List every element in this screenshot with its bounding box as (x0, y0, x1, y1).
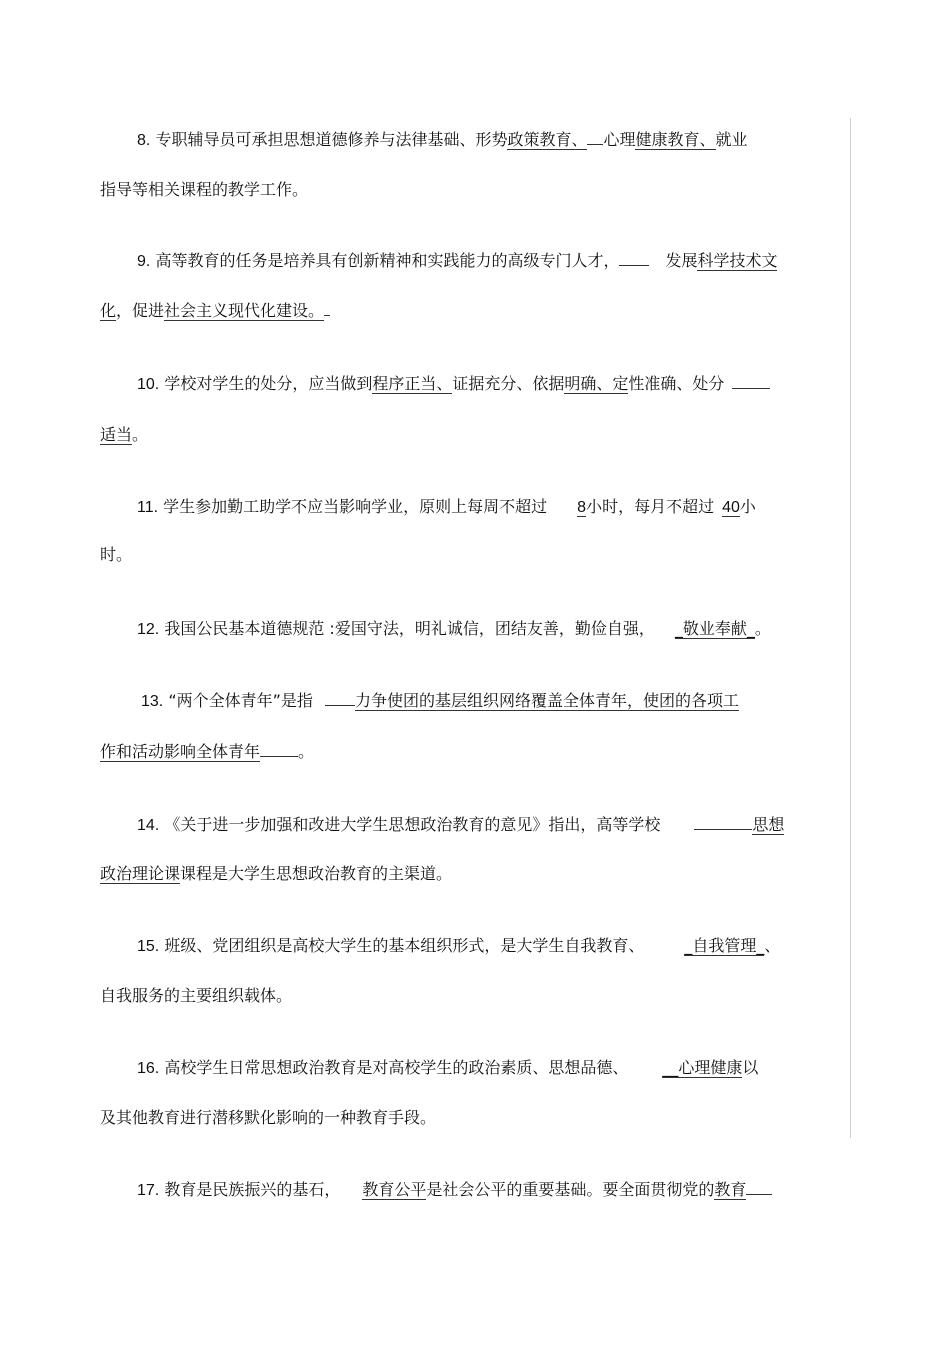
item-13-line-1 (141, 690, 739, 713)
item-text: 指导等相关课程的教学工作。 (100, 180, 309, 199)
item-8-line-1 (137, 129, 748, 152)
answer-text: 程序正当、 (372, 374, 453, 393)
item-text: “两个全体青年”是指 (168, 691, 313, 710)
answer-text: 社会主义现代化建设。 (164, 301, 325, 320)
item-13-line-2 (100, 741, 314, 763)
item-15-line-1 (137, 935, 780, 958)
item-text: 小 (739, 497, 756, 516)
item-text: 证据充分、依据 (452, 374, 565, 393)
item-11-line-2 (100, 544, 132, 566)
answer-text: 适当 (100, 425, 133, 444)
item-text: 教育是民族振兴的基石， (164, 1180, 341, 1199)
item-text: 性准确、处分 (628, 374, 725, 393)
answer-text: 政治理论课 (100, 864, 181, 883)
item-8-line-2 (100, 179, 308, 201)
item-text: 发展 (665, 251, 698, 270)
item-number: 8. (137, 132, 151, 149)
item-number: 11. (137, 499, 159, 516)
answer-text: 教育 (714, 1180, 747, 1199)
answer-text: 40 (722, 499, 740, 516)
answer-text: 作和活动影响全体青年 (100, 742, 261, 761)
item-10-line-2 (100, 424, 148, 446)
item-text: 是社会公平的重要基础。要全面贯彻党的 (426, 1180, 715, 1199)
item-number: 17. (137, 1182, 160, 1199)
answer-text: 思想 (752, 815, 785, 834)
answer-text: 8 (577, 499, 587, 516)
item-text: 我国公民基本道德规范 :爱国守法，明礼诚信，团结友善，勤俭自强， (164, 619, 655, 638)
item-text: 。 (754, 619, 771, 638)
item-text: 心理 (603, 130, 636, 149)
item-14-line-1 (137, 814, 784, 837)
item-text: 。 (298, 742, 315, 761)
item-text: 自我服务的主要组织载体。 (100, 986, 293, 1005)
item-text: 高等教育的任务是培养具有创新精神和实践能力的高级专门人才， (155, 251, 620, 270)
answer-text: __心理健康 (662, 1058, 743, 1077)
item-text: 以 (742, 1058, 759, 1077)
item-text: 小时，每月不超过 (586, 497, 715, 516)
item-9-line-2 (100, 300, 330, 322)
item-text: 时。 (100, 545, 133, 564)
answer-text: 明确、定 (564, 374, 629, 393)
answer-text: 健康教育、 (635, 130, 716, 149)
item-text: 班级、党团组织是高校大学生的基本组织形式，是大学生自我教育、 (164, 936, 645, 955)
item-number: 13. (141, 693, 164, 710)
item-text: 、 (764, 936, 781, 955)
item-number: 9. (137, 253, 151, 270)
item-number: 12. (137, 621, 160, 638)
answer-text: _自我管理_ (684, 936, 765, 955)
item-text: 高校学生日常思想政治教育是对高校学生的政治素质、思想品德、 (164, 1058, 629, 1077)
item-text: 课程是大学生思想政治教育的主渠道。 (180, 864, 453, 883)
item-number: 10. (137, 376, 160, 393)
item-12-line-1 (137, 618, 771, 641)
item-16-line-1 (137, 1057, 758, 1080)
item-11-line-1 (137, 496, 756, 519)
right-margin-rule (850, 118, 851, 1138)
answer-text: _敬业奉献_ (674, 619, 755, 638)
item-text: 学生参加勤工助学不应当影响学业，原则上每周不超过 (163, 497, 548, 516)
item-10-line-1 (137, 373, 770, 396)
answer-text: 力争使团的基层组织网络覆盖全体青年，使团的各项工 (354, 691, 739, 710)
item-text: 。 (132, 425, 149, 444)
item-text: 专职辅导员可承担思想道德修养与法律基础、形势 (155, 130, 508, 149)
item-text: 就业 (715, 130, 748, 149)
item-9-line-1 (137, 250, 777, 273)
item-14-line-2 (100, 863, 452, 885)
item-text: 学校对学生的处分，应当做到 (164, 374, 373, 393)
answer-text: 科学技术文 (697, 251, 778, 270)
item-17-line-1 (137, 1179, 772, 1202)
item-number: 15. (137, 938, 160, 955)
answer-text: 政策教育、 (507, 130, 588, 149)
item-text: 《关于进一步加强和改进大学生思想政治教育的意见》指出，高等学校 (164, 815, 661, 834)
item-number: 16. (137, 1060, 160, 1077)
item-16-line-2 (100, 1107, 436, 1129)
item-text: ，促进 (116, 301, 165, 320)
item-text: 及其他教育进行潜移默化影响的一种教育手段。 (100, 1108, 437, 1127)
item-number: 14. (137, 817, 160, 834)
item-15-line-2 (100, 985, 292, 1007)
answer-text: 化 (100, 301, 117, 320)
answer-text: 教育公平 (362, 1180, 427, 1199)
